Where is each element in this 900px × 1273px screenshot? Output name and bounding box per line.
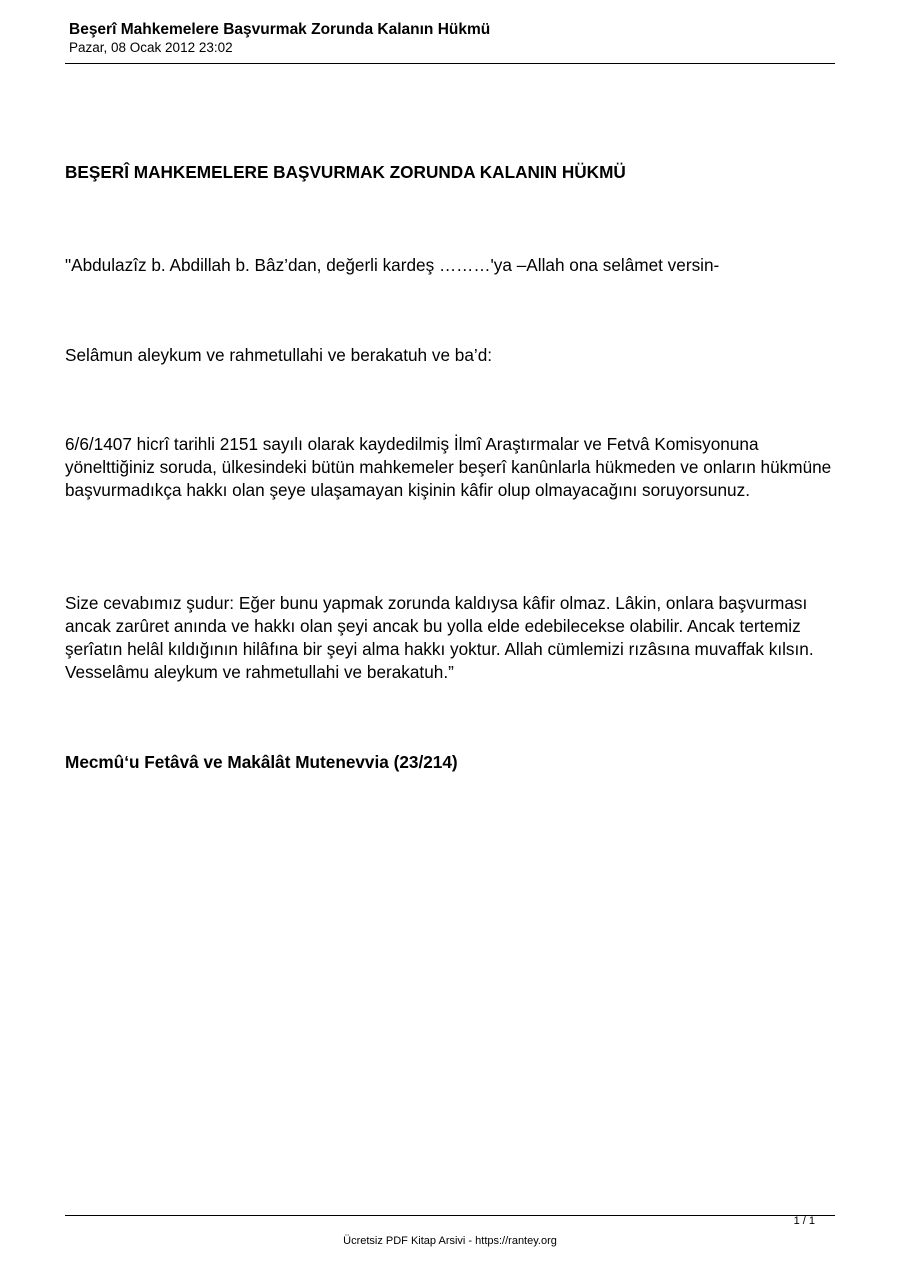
page-number: 1 / 1 <box>793 1215 815 1227</box>
header-date: Pazar, 08 Ocak 2012 23:02 <box>69 40 233 55</box>
page-header <box>65 20 835 56</box>
article-heading: BEŞERÎ MAHKEMELERE BAŞVURMAK ZORUNDA KALANIN HÜKMÜ <box>65 162 626 182</box>
paragraph-greeting-line: "Abdulazîz b. Abdillah b. Bâz’dan, değerli kardeş ………'ya –Allah ona selâmet versin- <box>65 255 720 275</box>
paragraph-salutation: Selâmun aleykum ve rahmetullahi ve berakatuh ve ba’d: <box>65 345 493 365</box>
paragraph-question: 6/6/1407 hicrî tarihli 2151 sayılı olarak kaydedilmiş İlmî Araştırmalar ve Fetvâ Komisyonuna yönelttiğiniz soruda, ülkesindeki bütün mahkemeler beşerî kanûnlarla hükmeden ve onların hükmüne başvurmadıkça hakkı olan şeye ulaşamayan kişinin kâfir olup olmayacağını soruyorsunuz. <box>65 434 832 500</box>
paragraph-answer: Size cevabımız şudur: Eğer bunu yapmak zorunda kaldıysa kâfir olmaz. Lâkin, onlara başvurması ancak zarûret anında ve hakkı olan şeyi ancak bu yolla elde edebilecekse olabilir. Ancak tertemiz şerîatın helâl kıldığının hilâfına bir şeyi alma hakkı yoktur. Allah cümlemizi rızâsına muvaffak kılsın. Vesselâmu aleykum ve rahmetullahi ve berakatuh.” <box>65 593 814 682</box>
footer-text: Ücretsiz PDF Kitap Arsivi - https://rantey.org <box>343 1235 557 1247</box>
source-reference: Mecmû‘u Fetâvâ ve Makâlât Mutenevvia (23/214) <box>65 752 458 772</box>
header-divider <box>65 63 835 64</box>
footer-divider <box>65 1215 835 1216</box>
header-title: Beşerî Mahkemelere Başvurmak Zorunda Kalanın Hükmü <box>69 21 491 38</box>
